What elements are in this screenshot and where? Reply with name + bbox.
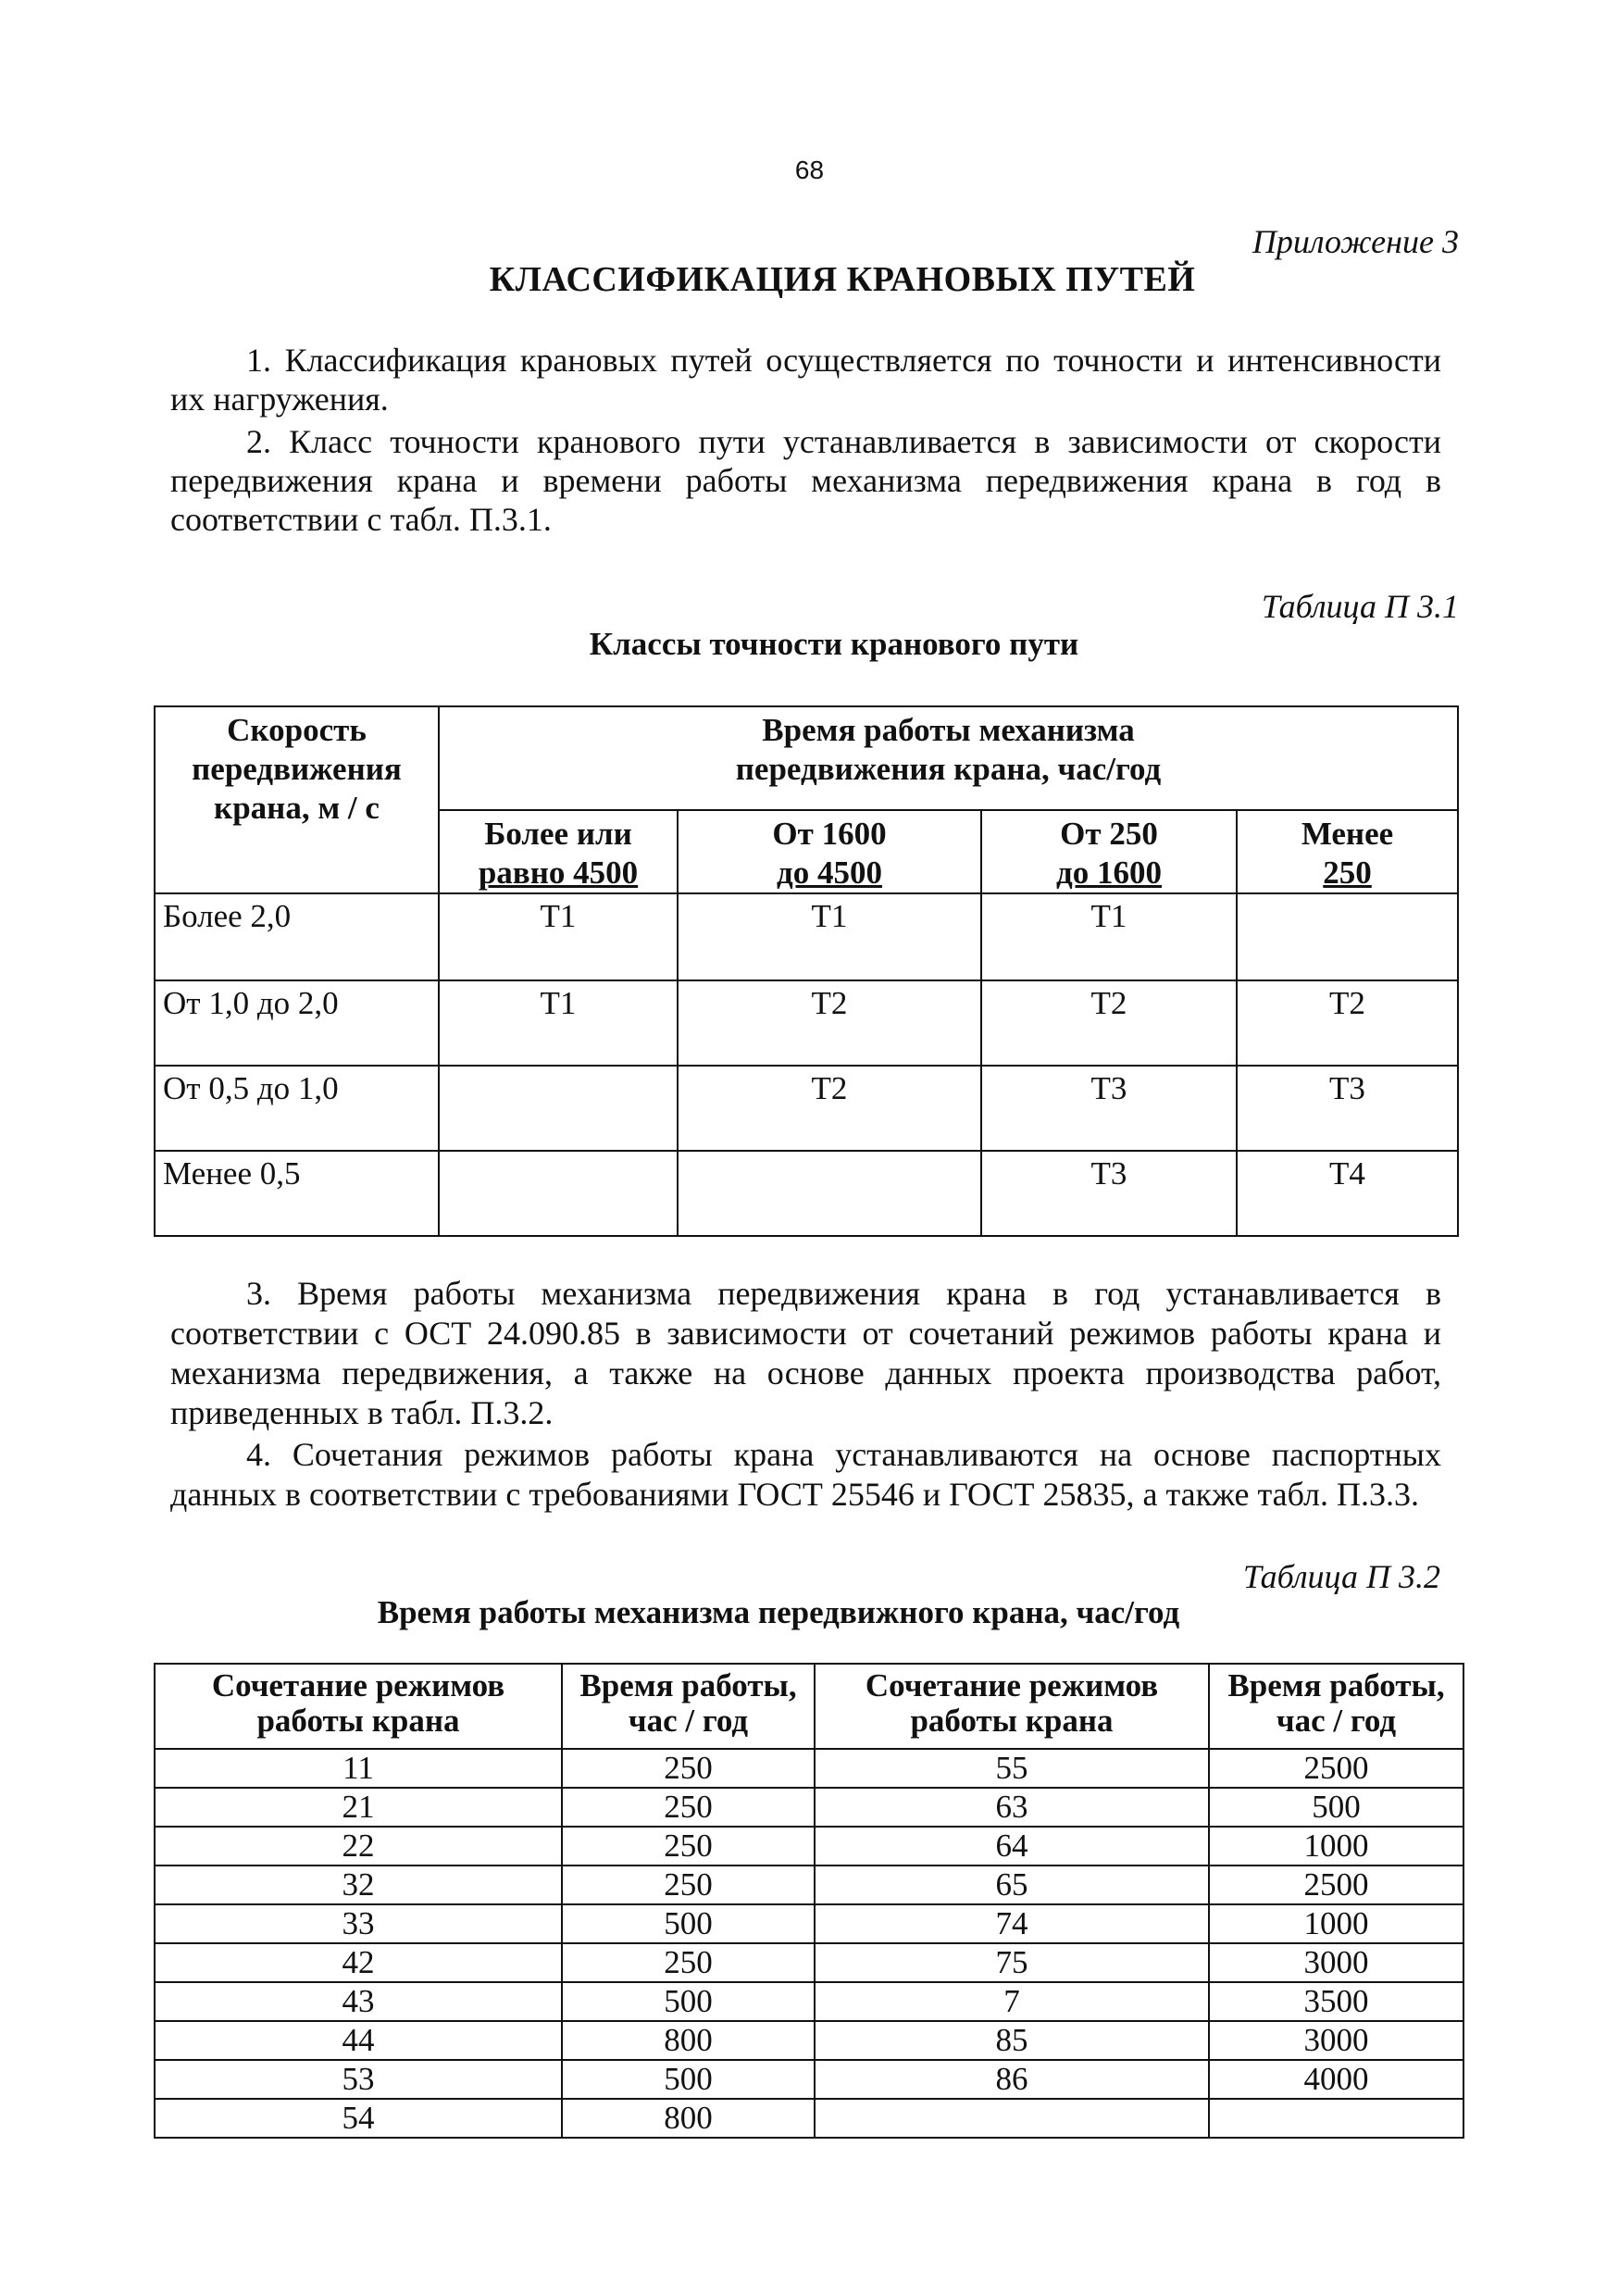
subheader-line: до 1600	[1056, 855, 1162, 891]
subheader-line: равно 4500	[478, 855, 639, 891]
class-cell	[439, 1066, 678, 1151]
header-line: час / год	[628, 1703, 749, 1739]
table2-caption: Таблица П 3.2	[1242, 1558, 1440, 1595]
paragraph-2: 2. Класс точности кранового пути устанавливается в зависимости от скорости передвижения крана и времени работы механизма передвижения крана в год в соответствии с табл. П.3.1.	[170, 423, 1441, 538]
class-cell: Т1	[439, 980, 678, 1066]
time-cell: 250	[562, 1749, 815, 1788]
paragraph-1: 1. Классификация крановых путей осуществляется по точности и интенсивности их нагружения.	[170, 342, 1441, 418]
table-row	[155, 1982, 1463, 2021]
class-cell: Т3	[981, 1066, 1237, 1151]
mode-cell: 54	[155, 2099, 562, 2138]
time-cell: 1000	[1209, 1904, 1463, 1943]
time-cell: 3500	[1209, 1982, 1463, 2021]
class-cell: Т1	[981, 893, 1237, 980]
class-cell: Т1	[439, 893, 678, 980]
speed-cell: От 0,5 до 1,0	[155, 1066, 439, 1151]
header-operating-time	[439, 706, 1458, 810]
subheader-col-1	[439, 810, 678, 893]
mode-cell: 32	[155, 1866, 562, 1904]
time-cell: 2500	[1209, 1749, 1463, 1788]
speed-cell: Менее 0,5	[155, 1151, 439, 1236]
table-row	[155, 1788, 1463, 1827]
time-cell: 4000	[1209, 2060, 1463, 2099]
class-cell: Т3	[1237, 1066, 1458, 1151]
time-cell: 800	[562, 2021, 815, 2060]
table-row	[155, 1866, 1463, 1904]
time-cell: 3000	[1209, 1943, 1463, 1982]
class-cell	[678, 1151, 981, 1236]
time-cell: 800	[562, 2099, 815, 2138]
appendix-label: Приложение 3	[1252, 223, 1459, 260]
table-row	[155, 1827, 1463, 1866]
paragraph-3: 3. Время работы механизма передвижения крана в год устанавливается в соответствии с ОСТ 24.090.85 в зависимости от сочетаний режимов работы крана и механизма передвижения, а также на основе данных проекта производства работ, приведенных в табл. П.3.2.	[170, 1275, 1441, 1431]
mode-cell: 64	[815, 1827, 1209, 1866]
time-cell: 250	[562, 1827, 815, 1866]
header-line: Сочетание режимов	[865, 1667, 1159, 1703]
mode-cell: 42	[155, 1943, 562, 1982]
mode-cell: 53	[155, 2060, 562, 2099]
mode-cell: 33	[155, 1904, 562, 1943]
class-cell: Т2	[678, 980, 981, 1066]
time-cell: 250	[562, 1943, 815, 1982]
time-cell: 250	[562, 1866, 815, 1904]
speed-cell: Более 2,0	[155, 893, 439, 980]
mode-cell: 55	[815, 1749, 1209, 1788]
header-line: Время работы,	[579, 1667, 797, 1703]
mode-cell: 43	[155, 1982, 562, 2021]
header-mode-combination	[155, 1664, 562, 1749]
table-row	[155, 1943, 1463, 1982]
header-operating-time	[1209, 1664, 1463, 1749]
header-line: работы крана	[910, 1703, 1114, 1739]
table-row	[155, 980, 1458, 1066]
subheader-line: 250	[1323, 855, 1372, 891]
time-cell: 3000	[1209, 2021, 1463, 2060]
speed-cell: От 1,0 до 2,0	[155, 980, 439, 1066]
header-speed-line: передвижения	[192, 751, 402, 787]
header-line: Время работы,	[1227, 1667, 1445, 1703]
table-row	[155, 1749, 1463, 1788]
subheader-line: до 4500	[777, 855, 882, 891]
time-cell: 250	[562, 1788, 815, 1827]
mode-cell	[815, 2099, 1209, 2138]
time-cell: 500	[562, 1904, 815, 1943]
mode-cell: 74	[815, 1904, 1209, 1943]
page-number: 68	[794, 156, 825, 184]
mode-cell: 63	[815, 1788, 1209, 1827]
header-line: Сочетание режимов	[211, 1667, 505, 1703]
table-row	[155, 1151, 1458, 1236]
class-cell: Т2	[678, 1066, 981, 1151]
subheader-line: От 1600	[772, 816, 887, 852]
class-cell: Т2	[1237, 980, 1458, 1066]
subheader-line: Более или	[484, 816, 632, 852]
subheader-col-2	[678, 810, 981, 893]
document-title: КЛАССИФИКАЦИЯ КРАНОВЫХ ПУТЕЙ	[489, 260, 1196, 299]
class-cell: Т3	[981, 1151, 1237, 1236]
accuracy-classes-table	[154, 705, 1459, 1237]
subheader-line: От 250	[1060, 816, 1158, 852]
header-time-line: Время работы механизма	[762, 712, 1135, 748]
paragraph-4: 4. Сочетания режимов работы крана устанавливаются на основе паспортных данных в соответствии с требованиями ГОСТ 25546 и ГОСТ 25835, а также табл. П.3.3.	[170, 1436, 1441, 1513]
time-cell: 500	[562, 1982, 815, 2021]
header-mode-combination	[815, 1664, 1209, 1749]
time-cell: 2500	[1209, 1866, 1463, 1904]
mode-cell: 22	[155, 1827, 562, 1866]
subheader-col-4	[1237, 810, 1458, 893]
table-row	[155, 2060, 1463, 2099]
class-cell: Т4	[1237, 1151, 1458, 1236]
header-speed	[155, 706, 439, 893]
mode-cell: 65	[815, 1866, 1209, 1904]
class-cell: Т2	[981, 980, 1237, 1066]
class-cell	[1237, 893, 1458, 980]
subheader-line: Менее	[1301, 816, 1394, 852]
header-operating-time	[562, 1664, 815, 1749]
header-speed-line: крана, м / с	[214, 790, 380, 826]
header-line: час / год	[1276, 1703, 1397, 1739]
mode-cell: 75	[815, 1943, 1209, 1982]
table-row	[155, 893, 1458, 980]
table-row	[155, 1066, 1458, 1151]
table2-title: Время работы механизма передвижного крана, час/год	[377, 1594, 1180, 1630]
mode-cell: 85	[815, 2021, 1209, 2060]
time-cell: 500	[1209, 1788, 1463, 1827]
mode-cell: 44	[155, 2021, 562, 2060]
table-row	[155, 2021, 1463, 2060]
mode-cell: 7	[815, 1982, 1209, 2021]
class-cell	[439, 1151, 678, 1236]
table1-title: Классы точности кранового пути	[589, 626, 1079, 662]
mode-cell: 86	[815, 2060, 1209, 2099]
header-line: работы крана	[256, 1703, 460, 1739]
time-cell: 1000	[1209, 1827, 1463, 1866]
mode-cell: 21	[155, 1788, 562, 1827]
header-speed-line: Скорость	[227, 712, 367, 748]
subheader-col-3	[981, 810, 1237, 893]
table-row	[155, 1904, 1463, 1943]
table1-caption: Таблица П 3.1	[1261, 588, 1459, 625]
operating-time-table	[154, 1663, 1464, 2139]
header-time-line: передвижения крана, час/год	[735, 751, 1162, 787]
class-cell: Т1	[678, 893, 981, 980]
mode-cell: 11	[155, 1749, 562, 1788]
time-cell	[1209, 2099, 1463, 2138]
table-row	[155, 2099, 1463, 2138]
time-cell: 500	[562, 2060, 815, 2099]
